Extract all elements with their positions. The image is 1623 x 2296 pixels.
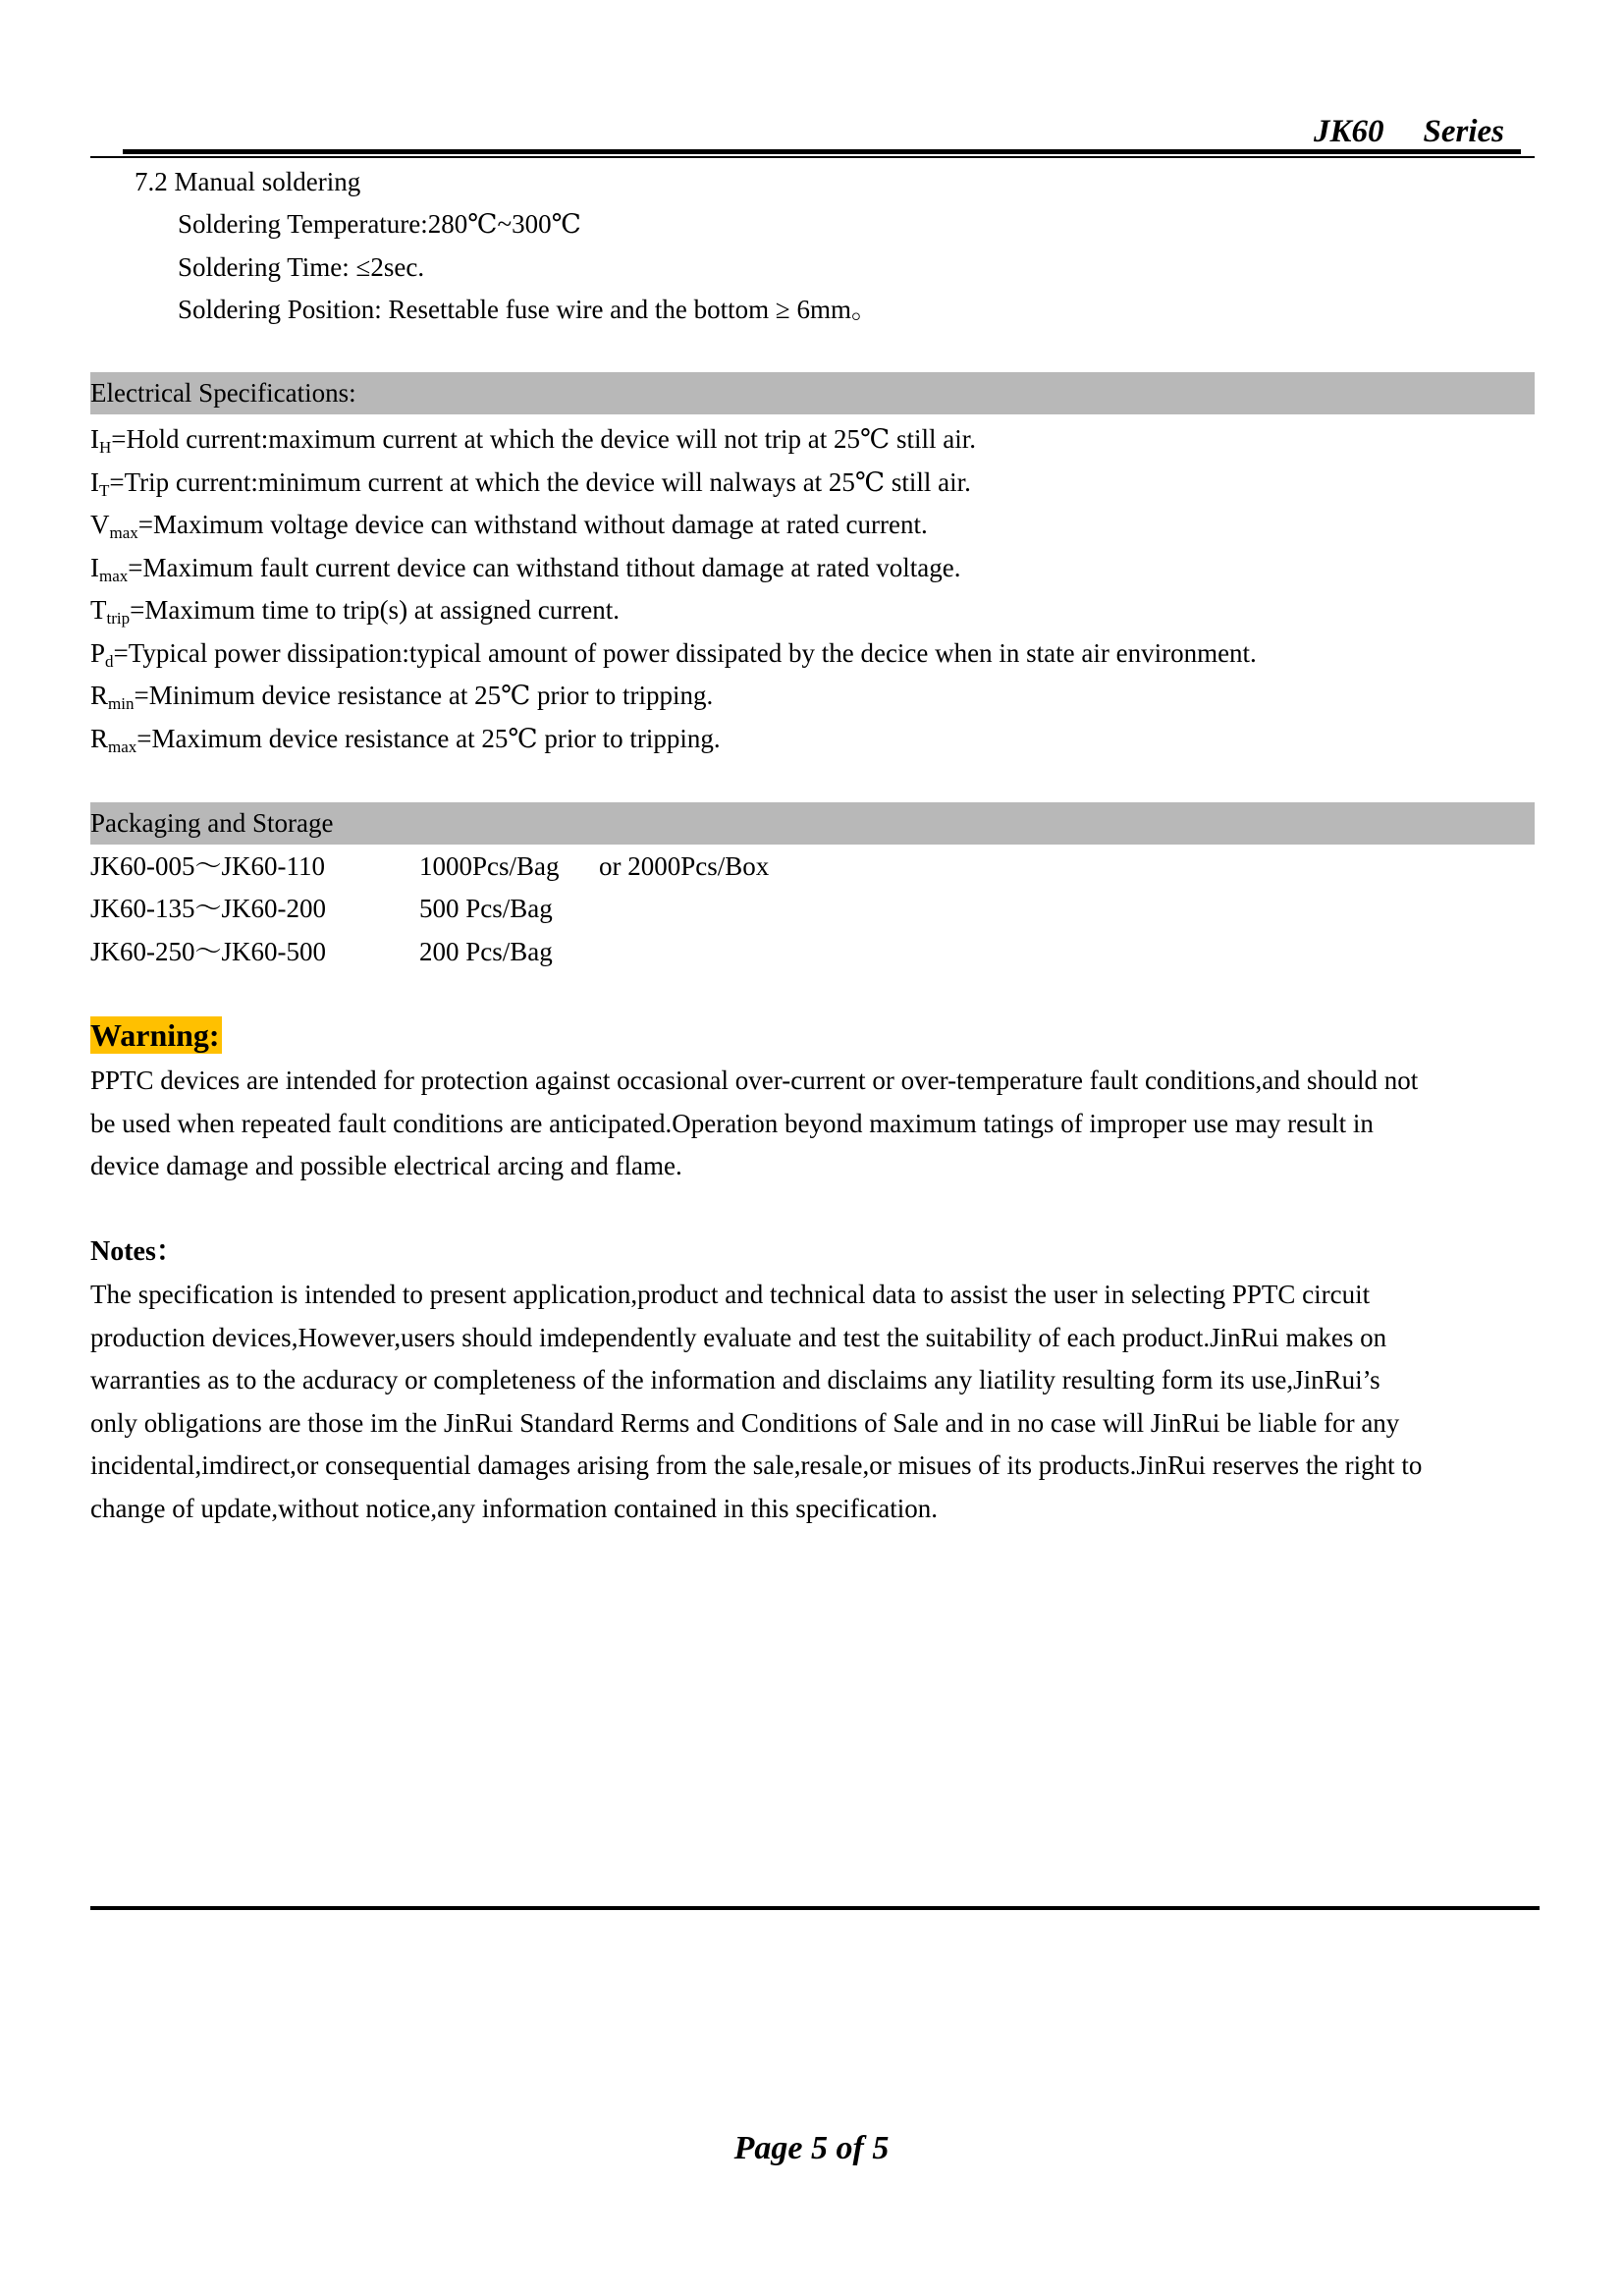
electrical-spec-item bbox=[90, 546, 960, 589]
spec-subscript: min bbox=[108, 694, 135, 713]
electrical-spec-item bbox=[90, 417, 976, 461]
header-rule-thin bbox=[90, 156, 1535, 158]
warning-label: Warning: bbox=[90, 1017, 220, 1053]
notes-line: change of update,without notice,any information contained in this specification. bbox=[90, 1493, 938, 1523]
spec-symbol: I bbox=[90, 424, 99, 454]
notes-line: The specification is intended to present application,product and technical data to assist the user in selecting PPTC circuit bbox=[90, 1280, 1371, 1309]
spec-symbol: V bbox=[90, 510, 110, 539]
electrical-specs-title: Electrical Specifications: bbox=[90, 378, 356, 408]
spec-symbol: P bbox=[90, 637, 106, 668]
packaging-header bbox=[90, 802, 1535, 845]
spec-subscript: max bbox=[108, 737, 137, 756]
electrical-spec-item bbox=[90, 503, 928, 546]
notes-paragraph bbox=[90, 1274, 1543, 1530]
packaging-alt: or 2000Pcs/Box bbox=[599, 851, 770, 881]
packaging-qty: 1000Pcs/Bag bbox=[419, 851, 560, 881]
electrical-spec-item bbox=[90, 631, 1257, 675]
warning-line: be used when repeated fault conditions are anticipated.Operation beyond maximum tatings of improper use may result in bbox=[90, 1108, 1374, 1138]
notes-line: incidental,imdirect,or consequential damages arising from the sale,resale,or misues of its products.JinRui reserves the right to bbox=[90, 1450, 1423, 1480]
spec-symbol: R bbox=[90, 681, 109, 710]
spec-subscript: T bbox=[99, 480, 110, 500]
spec-symbol: I bbox=[90, 552, 99, 582]
warning-paragraph bbox=[90, 1060, 1543, 1188]
spec-definition: =Maximum device resistance at 25℃ prior to tripping. bbox=[136, 723, 721, 753]
document-series-title bbox=[1314, 112, 1504, 151]
packaging-qty: 200 Pcs/Bag bbox=[419, 937, 553, 966]
series-word: Series bbox=[1423, 114, 1505, 149]
spec-definition: =Trip current:minimum current at which the device will nalways at 25℃ still air. bbox=[109, 466, 971, 497]
footer-rule bbox=[90, 1906, 1540, 1910]
packaging-range: JK60-005～JK60-110 bbox=[90, 851, 325, 881]
notes-line: production devices,However,users should imdependently evaluate and test the suitability of each product.JinRui makes on bbox=[90, 1322, 1387, 1352]
spec-definition: =Maximum voltage device can withstand without damage at rated current. bbox=[137, 510, 928, 539]
spec-definition: =Typical power dissipation:typical amount of power dissipated by the decice when in state air environment. bbox=[113, 637, 1257, 668]
electrical-spec-item bbox=[90, 588, 620, 631]
spec-symbol: R bbox=[90, 723, 109, 753]
soldering-temperature: Soldering Temperature:280℃~300℃ bbox=[178, 209, 581, 239]
series-code: JK60 bbox=[1314, 114, 1384, 149]
electrical-spec-item bbox=[90, 717, 721, 760]
spec-symbol: T bbox=[90, 595, 107, 625]
spec-symbol: I bbox=[90, 466, 99, 497]
page-number-label: Page 5 of 5 bbox=[733, 2130, 890, 2166]
electrical-spec-item bbox=[90, 674, 713, 717]
soldering-heading: 7.2 Manual soldering bbox=[135, 167, 361, 196]
warning-line: PPTC devices are intended for protection against occasional over-current or over-temperature fault conditions,and should not bbox=[90, 1066, 1419, 1095]
packaging-qty: 500 Pcs/Bag bbox=[419, 894, 553, 923]
spec-subscript: d bbox=[105, 651, 114, 671]
notes-line: only obligations are those im the JinRui Standard Rerms and Conditions of Sale and in no case will JinRui be liable for any bbox=[90, 1407, 1400, 1438]
spec-subscript: trip bbox=[106, 609, 131, 628]
notes-line: warranties as to the acduracy or completeness of the information and disclaims any liatility resulting form its use,JinRui’s bbox=[90, 1365, 1380, 1394]
spec-subscript: max bbox=[109, 523, 138, 542]
soldering-position: Soldering Position: Resettable fuse wire and the bottom ≥ 6mm。 bbox=[178, 295, 878, 324]
spec-subscript: H bbox=[99, 438, 112, 457]
electrical-spec-item bbox=[90, 461, 971, 504]
spec-definition: =Minimum device resistance at 25℃ prior to tripping. bbox=[134, 681, 714, 710]
spec-definition: =Maximum time to trip(s) at assigned current. bbox=[130, 595, 620, 625]
spec-definition: =Hold current:maximum current at which the device will not trip at 25℃ still air. bbox=[111, 424, 976, 454]
packaging-title: Packaging and Storage bbox=[90, 808, 334, 838]
header-rule-thick bbox=[123, 149, 1521, 154]
spec-subscript: max bbox=[99, 566, 129, 585]
warning-line: device damage and possible electrical arcing and flame. bbox=[90, 1151, 682, 1180]
soldering-time: Soldering Time: ≤2sec. bbox=[178, 252, 425, 282]
electrical-specs-header bbox=[90, 372, 1535, 414]
packaging-range: JK60-250～JK60-500 bbox=[90, 937, 326, 966]
notes-label: Notes： bbox=[90, 1236, 184, 1267]
packaging-range: JK60-135～JK60-200 bbox=[90, 894, 326, 923]
spec-definition: =Maximum fault current device can withstand tithout damage at rated voltage. bbox=[128, 552, 961, 582]
page-number bbox=[0, 2129, 1623, 2168]
